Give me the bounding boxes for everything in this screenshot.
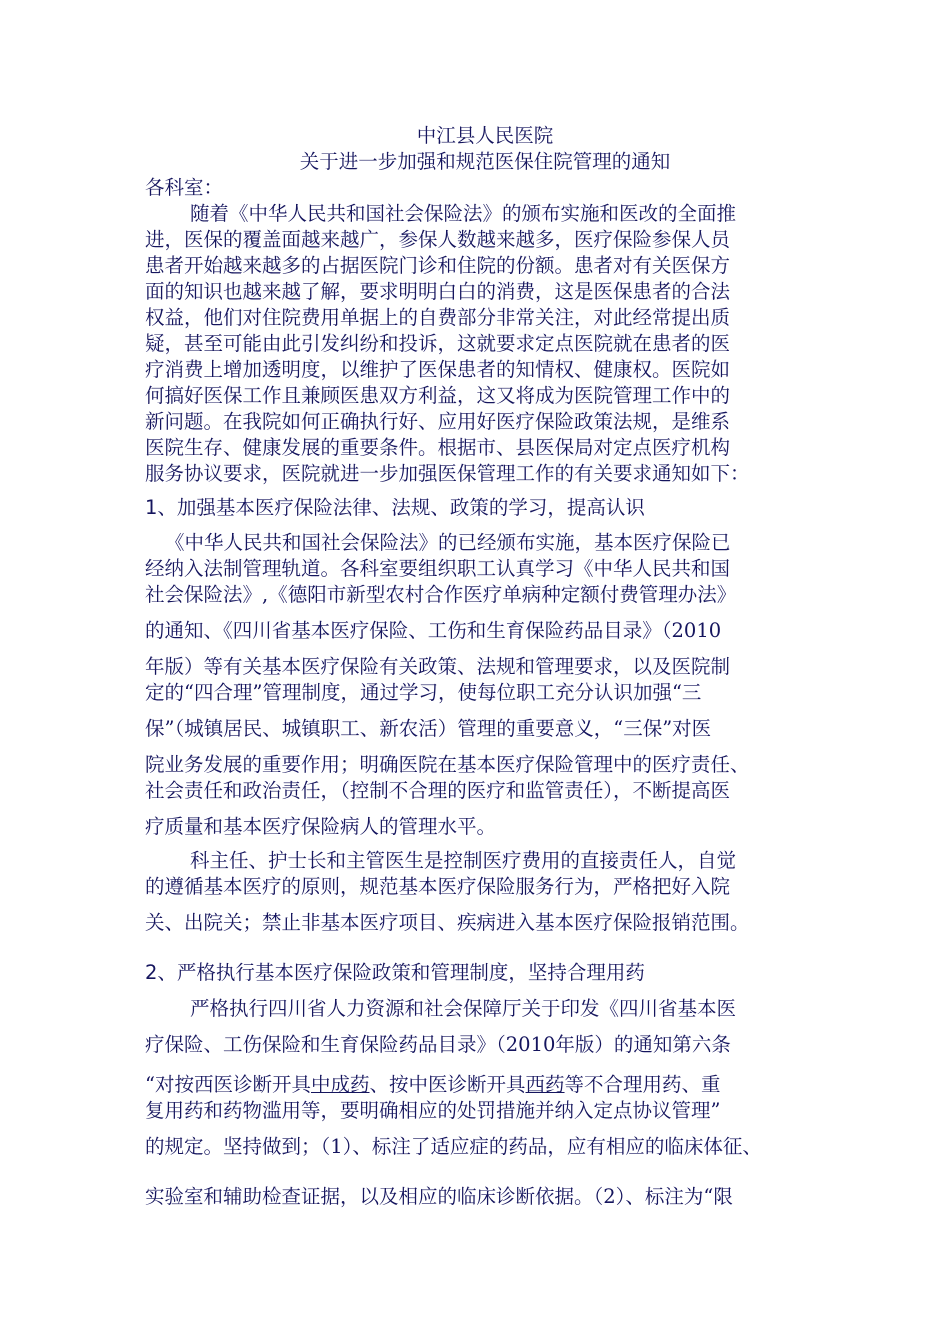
paragraph-line: 科主任、护士长和主管医生是控制医疗费用的直接责任人，自觉 <box>190 849 737 872</box>
text-segment: “对按西医诊断开具 <box>145 1073 311 1096</box>
text-segment: 等不合理用药、重 <box>564 1073 721 1096</box>
underlined-term-western-medicine: 西药 <box>525 1073 565 1096</box>
paragraph-line: 进，医保的覆盖面越来越广，参保人数越来越多，医疗保险参保人员 <box>145 228 731 251</box>
paragraph-line: 经纳入法制管理轨道。各科室要组织职工认真学习《中华人民共和国 <box>145 557 731 580</box>
paragraph-line: 的规定。坚持做到；（1）、标注了适应症的药品，应有相应的临床体征、 <box>145 1135 762 1158</box>
paragraph-line: 新问题。在我院如何正确执行好、应用好医疗保险政策法规，是维系 <box>145 410 731 433</box>
salutation: 各科室： <box>145 176 224 199</box>
text-segment: 、按中医诊断开具 <box>369 1073 526 1096</box>
paragraph-line: 面的知识也越来越了解，要求明明白白的消费，这是医保患者的合法 <box>145 280 731 303</box>
paragraph-line: 患者开始越来越多的占据医院门诊和住院的份额。患者对有关医保方 <box>145 254 731 277</box>
paragraph-line: 随着《中华人民共和国社会保险法》的颁布实施和医改的全面推 <box>190 202 737 225</box>
paragraph-line: 院业务发展的重要作用；明确医院在基本医疗保险管理中的医疗责任、 <box>145 753 750 776</box>
paragraph-line: 《中华人民共和国社会保险法》的已经颁布实施，基本医疗保险已 <box>165 531 731 554</box>
paragraph-line: 关、出院关；禁止非基本医疗项目、疾病进入基本医疗保险报销范围。 <box>145 911 750 934</box>
paragraph-line: 疗保险、工伤保险和生育保险药品目录》（2010年版）的通知第六条 <box>145 1033 731 1056</box>
paragraph-line: 保”（城镇居民、城镇职工、新农活）管理的重要意义，“三保”对医 <box>145 717 712 740</box>
paragraph-line: 何搞好医保工作且兼顾医患双方利益，这又将成为医院管理工作中的 <box>145 384 731 407</box>
paragraph-line: 社会责任和政治责任，（控制不合理的医疗和监管责任），不断提高医 <box>145 779 731 802</box>
paragraph-line: 疑，甚至可能由此引发纠纷和投诉，这就要求定点医院就在患者的医 <box>145 332 731 355</box>
paragraph-line: 服务协议要求，医院就进一步加强医保管理工作的有关要求通知如下： <box>145 462 750 485</box>
paragraph-line: 的遵循基本医疗的原则，规范基本医疗保险服务行为，严格把好入院 <box>145 875 731 898</box>
section-2-heading: 2、严格执行基本医疗保险政策和管理制度，坚持合理用药 <box>145 961 645 984</box>
paragraph-line: 权益，他们对住院费用单据上的自费部分非常关注，对此经常提出质 <box>145 306 731 329</box>
paragraph-line: 年版）等有关基本医疗保险有关政策、法规和管理要求，以及医院制 <box>145 655 731 678</box>
paragraph-line: 的通知、《四川省基本医疗保险、工伤和生育保险药品目录》（2010 <box>145 619 722 642</box>
paragraph-line: 疗质量和基本医疗保险病人的管理水平。 <box>145 815 497 838</box>
paragraph-line: 严格执行四川省人力资源和社会保障厅关于印发《四川省基本医 <box>190 997 737 1020</box>
section-1-heading: 1、加强基本医疗保险法律、法规、政策的学习，提高认识 <box>145 496 645 519</box>
paragraph-line: 实验室和辅助检查证据，以及相应的临床诊断依据。（2）、标注为“限 <box>145 1185 733 1208</box>
paragraph-line: 社会保险法》,《德阳市新型农村合作医疗单病种定额付费管理办法》 <box>145 583 737 606</box>
paragraph-line: 医院生存、健康发展的重要条件。根据市、县医保局对定点医疗机构 <box>145 436 731 459</box>
notice-title: 关于进一步加强和规范医保住院管理的通知 <box>299 150 671 173</box>
paragraph-line-with-underline <box>145 1072 825 1098</box>
paragraph-line: 复用药和药物滥用等，要明确相应的处罚措施并纳入定点协议管理” <box>145 1099 721 1122</box>
underlined-term-chinese-medicine: 中成药 <box>310 1073 370 1096</box>
paragraph-line: 定的“四合理”管理制度，通过学习，使每位职工充分认识加强“三 <box>145 681 702 704</box>
paragraph-line: 疗消费上增加透明度，以维护了医保患者的知情权、健康权。医院如 <box>145 358 731 381</box>
hospital-title: 中江县人民医院 <box>416 124 554 147</box>
